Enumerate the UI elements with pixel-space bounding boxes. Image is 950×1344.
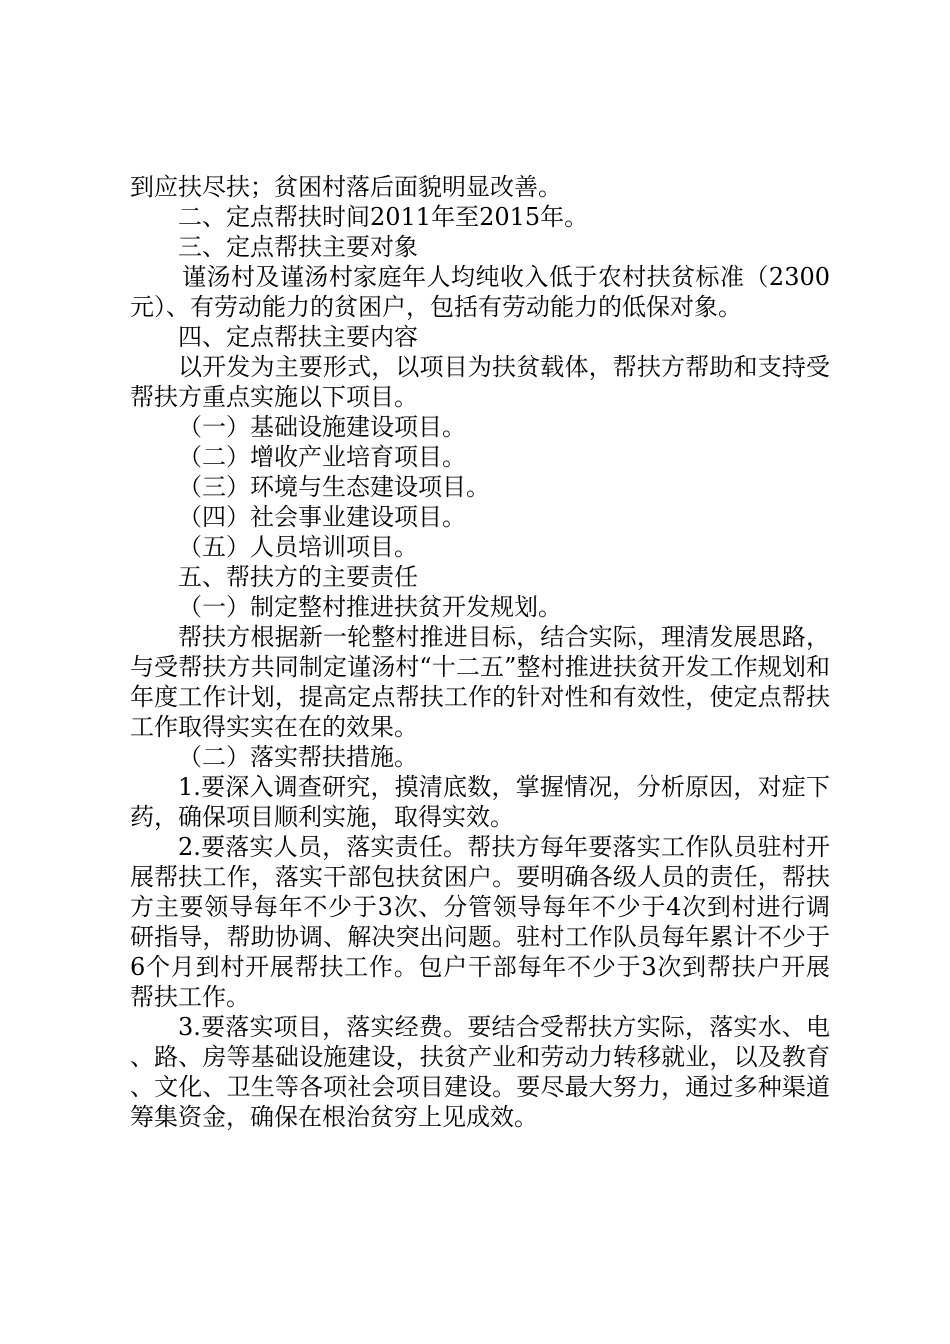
list-item: （二）增收产业培育项目。: [178, 443, 466, 471]
paragraph: 到应扶尽扶；贫困村落后面貌明显改善。: [130, 173, 562, 201]
section-heading: 二、定点帮扶时间2011年至2015年。: [178, 203, 589, 231]
subsection-heading: （一）制定整村推进扶贫开发规划。: [178, 593, 562, 621]
subsection-heading: （二）落实帮扶措施。: [178, 743, 418, 771]
paragraph: 以开发为主要形式，以项目为扶贫载体，帮扶方帮助和支持受帮扶方重点实施以下项目。: [130, 353, 830, 411]
paragraph: 1.要深入调查研究，摸清底数，掌握情况，分析原因，对症下药，确保项目顺利实施，取得实效。: [130, 773, 830, 831]
paragraph: 帮扶方根据新一轮整村推进目标，结合实际，理清发展思路，与受帮扶方共同制定谨汤村“十二五”整村推进扶贫开发工作规划和年度工作计划，提高定点帮扶工作的针对性和有效性，使定点帮扶工作取得实实在在的效果。: [130, 623, 830, 741]
paragraph: 3.要落实项目，落实经费。要结合受帮扶方实际，落实水、电、路、房等基础设施建设，扶贫产业和劳动力转移就业，以及教育、文化、卫生等各项社会项目建设。要尽最大努力，通过多种渠道筹集资金，确保在根治贫穷上见成效。: [130, 1013, 830, 1131]
list-item: （三）环境与生态建设项目。: [178, 473, 490, 501]
document-body: [130, 172, 830, 1132]
section-heading: 五、帮扶方的主要责任: [178, 563, 418, 591]
list-item: （五）人员培训项目。: [178, 533, 418, 561]
section-heading: 三、定点帮扶主要对象: [178, 233, 418, 261]
section-heading: 四、定点帮扶主要内容: [178, 323, 418, 351]
list-item: （四）社会事业建设项目。: [178, 503, 466, 531]
list-item: （一）基础设施建设项目。: [178, 413, 466, 441]
paragraph: 2.要落实人员，落实责任。帮扶方每年要落实工作队员驻村开展帮扶工作，落实干部包扶贫困户。要明确各级人员的责任，帮扶方主要领导每年不少于3次、分管领导每年不少于4次到村进行调研指导，帮助协调、解决突出问题。驻村工作队员每年累计不少于6个月到村开展帮扶工作。包户干部每年不少于3次到帮扶户开展帮扶工作。: [130, 833, 830, 1011]
paragraph: 谨汤村及谨汤村家庭年人均纯收入低于农村扶贫标准（2300元）、有劳动能力的贫困户，包括有劳动能力的低保对象。: [130, 263, 830, 321]
